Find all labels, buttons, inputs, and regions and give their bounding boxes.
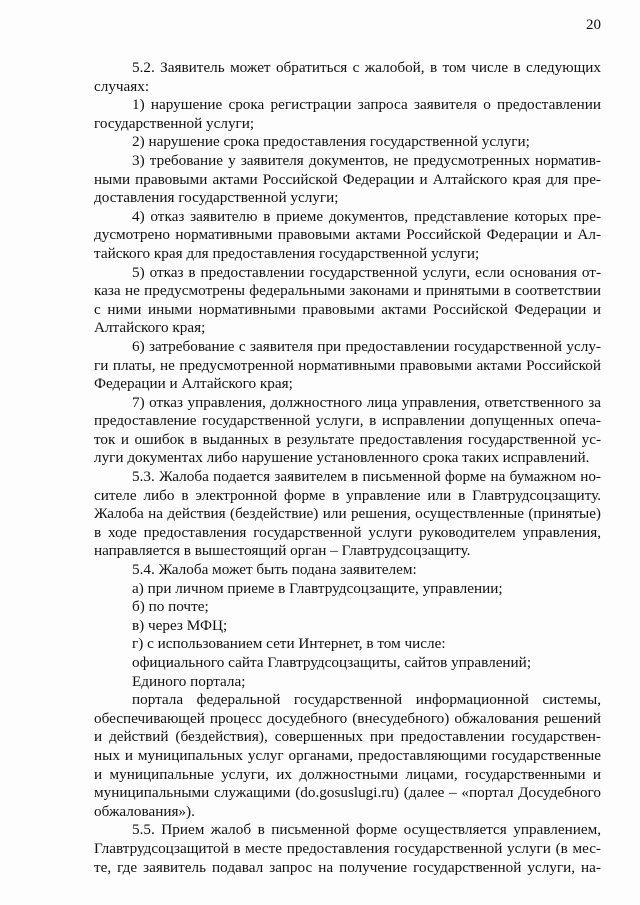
text-line: и действий (бездействия), совершенных при предоставлении государствен-: [94, 728, 601, 746]
text-line: государственной услуги;: [94, 114, 255, 132]
text-line: 3) требование у заявителя документов, не предусмотренных норматив-: [132, 151, 601, 169]
text-line: 6) затребование с заявителя при предоставлении государственной услу-: [132, 337, 601, 355]
text-line: 2) нарушение срока предоставления государственной услуги;: [132, 133, 530, 151]
text-line: 5.3. Жалоба подается заявителем в письменной форме на бумажном но-: [132, 468, 601, 486]
text-line: Единого портала;: [132, 672, 246, 690]
text-line: б) по почте;: [132, 598, 209, 616]
text-line: ными правовыми актами Российской Федерации и Алтайского края для пре-: [94, 170, 601, 188]
text-line: тайского края для предоставления государственной услуги;: [94, 244, 480, 262]
text-line: дусмотрено нормативными правовыми актами Российской Федерации и Ал-: [94, 226, 601, 244]
page-number: 20: [586, 17, 601, 33]
text-line: доставления государственной услуги;: [94, 189, 339, 207]
text-line: портала федеральной государственной информационной системы,: [132, 691, 601, 709]
text-line: ных и муниципальных услуг органами, предоставляющими государственные: [94, 746, 601, 764]
document-body: [94, 59, 601, 877]
text-line: обеспечивающей процесс досудебного (внесудебного) обжалования решений: [94, 709, 601, 727]
text-line: Федерации и Алтайского края;: [94, 375, 293, 393]
text-line: обжалования»).: [94, 802, 195, 820]
text-line: Жалоба на действия (бездействие) или решения, осуществленные (принятые): [94, 505, 601, 523]
text-line: г) с использованием сети Интернет, в том числе:: [132, 635, 446, 653]
text-line: ток и ошибок в выданных в результате предоставления государственной ус-: [94, 430, 601, 448]
text-line: случаях:: [94, 77, 150, 95]
text-line: каза не предусмотрены федеральными законами и принятыми в соответствии: [94, 282, 601, 300]
text-line: а) при личном приеме в Главтрудсоцзащите, управлении;: [132, 579, 503, 597]
text-line: официального сайта Главтрудсоцзащиты, сайтов управлений;: [132, 654, 532, 671]
text-line: с ними иными нормативными правовыми актами Российской Федерации и: [94, 300, 601, 318]
text-line: 4) отказ заявителю в приеме документов, представление которых пре-: [132, 207, 601, 225]
text-line: в ходе предоставления государственной услуги руководителем управления,: [94, 523, 601, 541]
text-line: 5.2. Заявитель может обратиться с жалобой, в том числе в следующих: [132, 59, 601, 76]
text-line: луги документах либо нарушение установленного срока таких исправлений.: [94, 449, 590, 467]
text-line: сителе либо в электронной форме в управление или в Главтрудсоцзащиту.: [94, 486, 601, 504]
text-line: 7) отказ управления, должностного лица управления, ответственного за: [132, 393, 601, 411]
text-line: муниципальными служащими (do.gosuslugi.ru) (далее – «портал Досудебного: [94, 784, 601, 802]
text-line: 1) нарушение срока регистрации запроса заявителя о предоставлении: [132, 96, 601, 114]
text-line: 5.5. Прием жалоб в письменной форме осуществляется управлением,: [132, 821, 601, 839]
text-line: 5.4. Жалоба может быть подана заявителем:: [132, 561, 417, 579]
text-line: предоставление государственной услуги, в исправлении допущенных опеча-: [94, 412, 601, 430]
text-line: направляется в вышестоящий орган – Главтрудсоцзащиту.: [94, 542, 471, 560]
text-line: ги платы, не предусмотренной нормативными правовыми актами Российской: [94, 356, 601, 374]
text-line: в) через МФЦ;: [132, 616, 228, 634]
text-line: Алтайского края;: [94, 319, 206, 337]
text-line: Главтрудсоцзащитой в месте предоставления государственной услуги (в мес-: [94, 839, 601, 857]
text-line: и муниципальные услуги, их должностными лицами, государственными и: [94, 765, 601, 783]
text-line: 5) отказ в предоставлении государственной услуги, если основания от-: [132, 263, 601, 281]
text-line: те, где заявитель подавал запрос на получение государственной услуги, на-: [94, 858, 601, 876]
